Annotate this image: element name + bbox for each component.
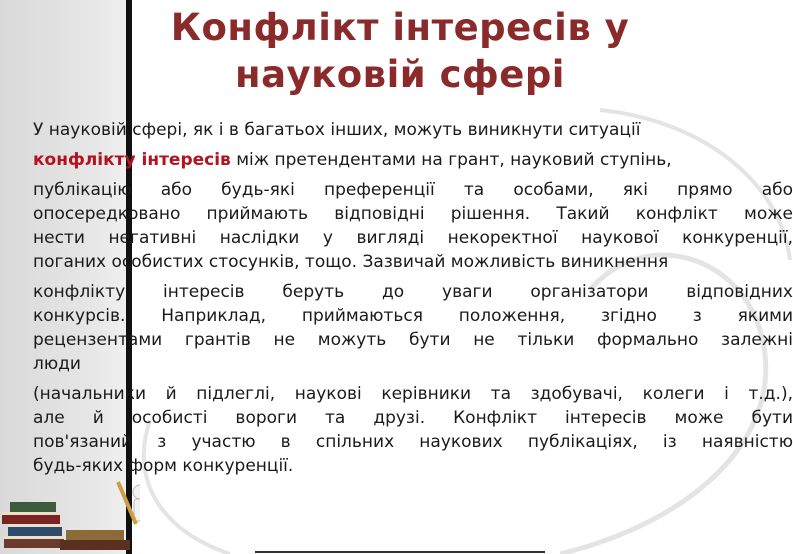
body-line: люди bbox=[33, 354, 81, 374]
body-line: будь-яких форм конкуренції. bbox=[33, 456, 294, 476]
slide-title bbox=[140, 4, 660, 98]
slide-title-line-2: науковій сфері bbox=[235, 53, 565, 96]
body-line: конкурсів. Наприклад, приймаються положення, згідно з якими bbox=[33, 306, 793, 326]
body-line: (начальники й підлеглі, наукові керівники та здобувачі, колеги і т.д.), bbox=[33, 384, 793, 404]
bottom-rule bbox=[255, 551, 545, 553]
body-line: нести негативні наслідки у вигляді некоректної наукової конкуренції, bbox=[33, 228, 793, 248]
body-line: рецензентами грантів не можуть бути не тільки формально залежні bbox=[33, 330, 793, 350]
body-line: публікацію або будь-які преференції та особами, які прямо або bbox=[33, 180, 793, 200]
books-stack-icon bbox=[0, 478, 140, 554]
body-line: У науковій сфері, як і в багатьох інших, можуть виникнути ситуації bbox=[33, 120, 641, 140]
body-line: пов'язаний з участю в спільних наукових публікаціях, із наявністю bbox=[33, 432, 793, 452]
body-line bbox=[33, 148, 793, 172]
figure-with-pencil-icon bbox=[118, 482, 140, 524]
body-line-rest: між претендентами на грант, науковий ступінь, bbox=[230, 150, 672, 170]
body-line: поганих особистих стосунків, тощо. Зазвичай можливість виникнення bbox=[33, 252, 669, 272]
highlight-term: конфлікту інтересів bbox=[33, 150, 231, 170]
body-line: опосередковано приймають відповідні рішення. Такий конфлікт може bbox=[33, 204, 793, 224]
slide-title-line-1: Конфлікт інтересів у bbox=[170, 6, 630, 49]
body-line: конфлікту інтересів беруть до уваги організатори відповідних bbox=[33, 282, 793, 302]
body-line: але й особисті вороги та друзі. Конфлікт інтересів може бути bbox=[33, 408, 793, 428]
slide-body bbox=[33, 118, 793, 478]
